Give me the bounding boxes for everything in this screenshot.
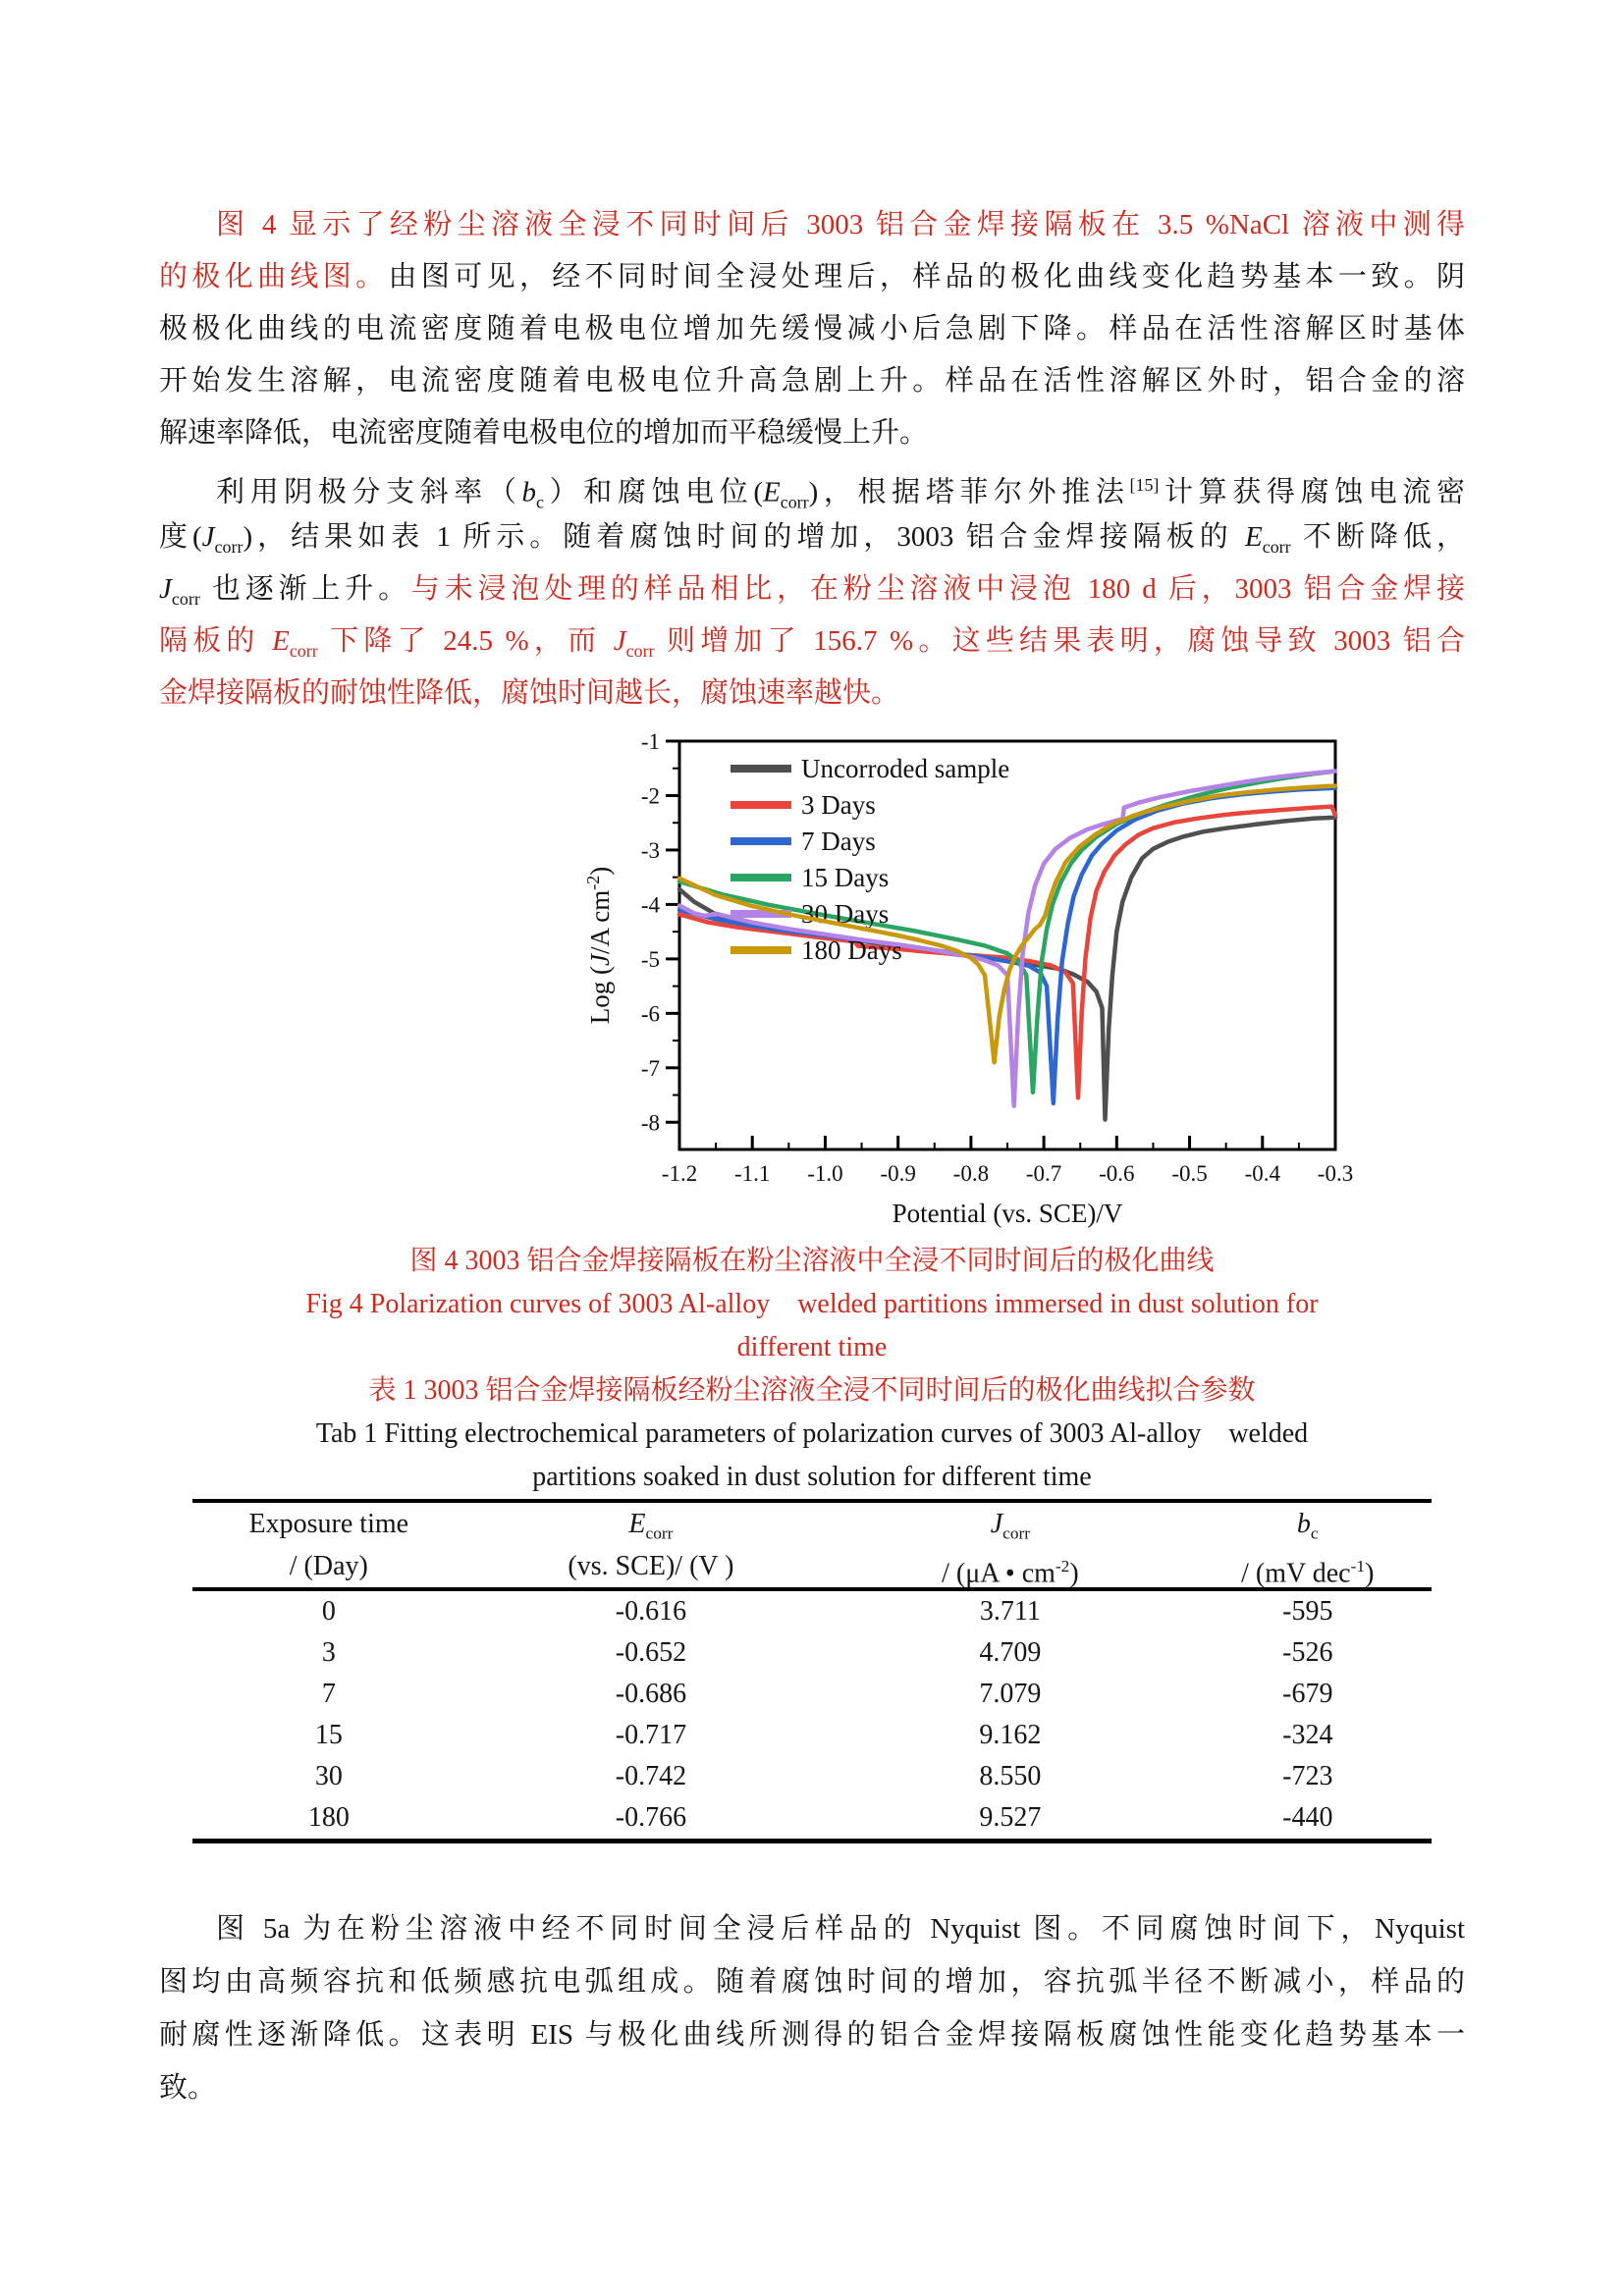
text-segment: (vs. SCE)/ (V ) <box>568 1551 734 1581</box>
text-segment: 计算获得腐蚀电流密 <box>1159 476 1465 508</box>
text-segment: c <box>1310 1523 1319 1543</box>
text-segment: 利用阴极分支斜率（ <box>216 476 522 508</box>
y-tick-label: -5 <box>640 946 660 972</box>
text-segment: 致。 <box>159 2072 217 2104</box>
legend-label: 30 Days <box>801 899 890 929</box>
legend-label: 7 Days <box>801 827 876 856</box>
series-30-days <box>679 772 1335 1106</box>
legend-label: 15 Days <box>801 863 890 892</box>
text-segment: 不断降低， <box>1290 521 1465 553</box>
table-row <box>192 1715 1432 1756</box>
paragraph-line <box>159 355 1465 407</box>
paragraph-line <box>159 615 1465 667</box>
text-segment: 也逐渐上升。 <box>199 573 411 605</box>
table-cell: -0.742 <box>615 1761 687 1791</box>
text-segment: [15] <box>1129 475 1160 495</box>
text-segment: -1 <box>1350 1557 1366 1575</box>
table-cell: 30 <box>314 1761 343 1791</box>
legend-label: Uncorroded sample <box>801 754 1010 783</box>
table-cell: -0.686 <box>615 1679 687 1709</box>
col-header-jcorr <box>837 1501 1183 1589</box>
caption-line <box>159 1413 1465 1456</box>
text-segment: 与未浸泡处理的样品相比，在粉尘溶液中浸泡 180 d 后，3003 铝合金焊接 <box>410 573 1465 605</box>
text-segment: 隔板的 <box>159 625 273 657</box>
table-row <box>192 1589 1432 1632</box>
col-header-exposure-time <box>192 1501 465 1589</box>
text-segment: corr <box>171 588 200 609</box>
paragraph-line <box>159 303 1465 355</box>
y-tick-label: -4 <box>640 892 660 918</box>
x-tick-label: -1.1 <box>734 1161 771 1186</box>
y-tick-label: -3 <box>640 837 660 863</box>
text-segment: J <box>613 625 626 657</box>
text-segment: 耐腐性逐渐降低。这表明 EIS 与极化曲线所测得的铝合金焊接隔板腐蚀性能变化趋势基本一 <box>159 2019 1465 2051</box>
table-header <box>192 1501 1432 1589</box>
table-cell: -595 <box>1282 1596 1333 1627</box>
table-cell: -0.717 <box>615 1720 687 1750</box>
text-segment: 图均由高频容抗和低频感抗电弧组成。随着腐蚀时间的增加，容抗弧半径不断减小，样品的 <box>159 1966 1465 1998</box>
caption-line <box>159 1240 1465 1283</box>
table-body <box>192 1589 1432 1842</box>
text-segment: / (μA • cm <box>942 1558 1056 1589</box>
text-segment: 解速率降低，电流密度随着电极电位的增加而平稳缓慢上升。 <box>159 417 929 449</box>
text-segment: ) <box>1365 1558 1375 1589</box>
text-segment: different time <box>736 1332 888 1362</box>
table-cell: -0.766 <box>615 1802 687 1833</box>
text-segment: -2 <box>1055 1557 1070 1575</box>
y-tick-label: -1 <box>640 729 660 754</box>
table-cell: 9.527 <box>979 1802 1042 1833</box>
table-row <box>192 1632 1432 1674</box>
x-tick-label: -0.5 <box>1171 1161 1208 1186</box>
paragraph-line <box>159 511 1465 563</box>
text-segment: 表 1 3003 铝合金焊接隔板经粉尘溶液全浸不同时间后的极化曲线拟合参数 <box>368 1375 1256 1406</box>
table-cell: 7 <box>321 1679 336 1709</box>
paragraph-line <box>159 251 1465 303</box>
table-cell: -324 <box>1282 1720 1333 1750</box>
text-segment: b <box>521 476 537 508</box>
figure-4 <box>581 725 1367 1238</box>
paragraph-line <box>159 407 1465 459</box>
table-cell: 7.079 <box>979 1679 1042 1709</box>
table-cell: -679 <box>1282 1679 1333 1709</box>
paragraph-line <box>159 1902 1465 1955</box>
col-header-ecorr <box>465 1501 838 1589</box>
table-cell: -526 <box>1282 1637 1333 1668</box>
x-tick-label: -0.6 <box>1099 1161 1135 1186</box>
text-segment: 的极化曲线图。 <box>159 261 389 293</box>
text-segment: Tab 1 Fitting electrochemical parameters of polarization curves of 3003 Al-alloy welded <box>315 1418 1309 1449</box>
x-tick-label: -1.0 <box>807 1161 843 1186</box>
x-tick-label: -1.2 <box>661 1161 698 1186</box>
table-cell: 15 <box>314 1720 343 1750</box>
x-axis-label: Potential (vs. SCE)/V <box>892 1199 1123 1228</box>
y-tick-label: -6 <box>640 1001 660 1027</box>
text-segment: corr <box>289 640 318 661</box>
table-cell: 4.709 <box>979 1637 1042 1668</box>
text-segment: )，根据塔菲尔外推法 <box>808 476 1130 508</box>
table-cell: -440 <box>1282 1802 1333 1833</box>
text-segment: 开始发生溶解，电流密度随着电极电位升高急剧上升。样品在活性溶解区外时，铝合金的溶 <box>159 365 1465 397</box>
table-cell: 9.162 <box>979 1720 1042 1750</box>
text-segment: 图 4 3003 铝合金焊接隔板在粉尘溶液中全浸不同时间后的极化曲线 <box>409 1246 1215 1276</box>
caption-line <box>159 1456 1465 1499</box>
paragraph-line <box>159 667 1465 720</box>
paragraph-line <box>159 199 1465 251</box>
text-segment: 图 5a 为在粉尘溶液中经不同时间全浸后样品的 Nyquist 图。不同腐蚀时间下，Nyquist <box>216 1913 1465 1945</box>
text-segment: partitions soaked in dust solution for different time <box>532 1462 1092 1492</box>
text-segment: 下降了 24.5 %，而 <box>317 625 614 657</box>
series-uncorroded-sample <box>679 818 1335 1120</box>
legend-label: 3 Days <box>801 790 876 820</box>
paragraph-3 <box>159 1902 1465 2114</box>
text-segment: ）和腐蚀电位( <box>544 476 763 508</box>
text-segment: E <box>272 625 290 657</box>
paragraph-line <box>159 459 1465 511</box>
paragraph-1 <box>159 199 1465 459</box>
text-segment: / (Day) <box>289 1551 368 1581</box>
y-tick-label: -2 <box>640 783 660 809</box>
x-tick-label: -0.8 <box>952 1161 990 1186</box>
y-axis-label: Log (J/A $cm^{-2}$) <box>583 866 615 1025</box>
table-cell: -723 <box>1282 1761 1333 1791</box>
paragraph-line <box>159 563 1465 615</box>
text-segment: c <box>536 492 545 511</box>
text-segment: J <box>159 573 172 605</box>
table-cell: -0.652 <box>615 1637 687 1668</box>
caption-line <box>159 1326 1465 1369</box>
polarization-chart <box>581 725 1367 1238</box>
text-segment: J <box>990 1509 1003 1539</box>
fitting-parameters-table <box>192 1499 1432 1843</box>
text-segment: ) <box>1069 1558 1079 1589</box>
page-content <box>0 199 1624 2114</box>
text-segment: 则增加了 156.7 %。这些结果表明，腐蚀导致 3003 铝合 <box>654 625 1465 657</box>
text-segment: 极极化曲线的电流密度随着电极电位增加先缓慢减小后急剧下降。样品在活性溶解区时基体 <box>159 313 1465 345</box>
table-cell: -0.616 <box>615 1596 687 1627</box>
text-segment: corr <box>1002 1523 1031 1543</box>
table-cell: 3 <box>321 1637 336 1668</box>
text-segment: Exposure time <box>248 1509 409 1539</box>
text-segment: 由图可见，经不同时间全浸处理后，样品的极化曲线变化趋势基本一致。阴 <box>388 261 1465 293</box>
text-segment: corr <box>214 536 244 557</box>
paragraph-line <box>159 2061 1465 2114</box>
series-7-days <box>679 788 1335 1103</box>
paragraph-2 <box>159 459 1465 720</box>
text-segment: b <box>1296 1509 1311 1539</box>
text-segment: 图 4 显示了经粉尘溶液全浸不同时间后 3003 铝合金焊接隔板在 3.5 %NaCl 溶液中测得 <box>216 209 1465 240</box>
text-segment: corr <box>780 492 809 511</box>
x-tick-label: -0.9 <box>880 1161 916 1186</box>
text-segment: / (mV dec <box>1241 1558 1351 1589</box>
legend-label: 180 Days <box>801 935 902 965</box>
table-cell: 8.550 <box>979 1761 1042 1791</box>
text-segment: )，结果如表 1 所示。随着腐蚀时间的增加，3003 铝合金焊接隔板的 <box>243 521 1245 553</box>
x-tick-label: -0.3 <box>1317 1161 1354 1186</box>
table-cell: 180 <box>307 1802 350 1833</box>
caption-line <box>159 1369 1465 1413</box>
text-segment: E <box>628 1509 646 1539</box>
text-segment: corr <box>645 1523 674 1543</box>
y-tick-label: -7 <box>640 1055 660 1081</box>
table-cell: 0 <box>321 1596 336 1627</box>
figure-table-captions <box>159 1240 1465 1499</box>
paragraph-line <box>159 1955 1465 2008</box>
table-row <box>192 1797 1432 1842</box>
caption-line <box>159 1283 1465 1326</box>
text-segment: corr <box>1262 536 1291 557</box>
text-segment: J <box>201 521 215 553</box>
table-cell: 3.711 <box>979 1596 1041 1627</box>
text-segment: 度( <box>159 521 202 553</box>
text-segment: 金焊接隔板的耐蚀性降低，腐蚀时间越长，腐蚀速率越快。 <box>159 677 900 709</box>
y-tick-label: -8 <box>640 1110 660 1136</box>
text-segment: Fig 4 Polarization curves of 3003 Al-alloy welded partitions immersed in dust solution for <box>305 1289 1319 1319</box>
paragraph-line <box>159 2008 1465 2061</box>
table-row <box>192 1674 1432 1715</box>
col-header-bc <box>1184 1501 1432 1589</box>
x-tick-label: -0.7 <box>1025 1161 1062 1186</box>
x-tick-label: -0.4 <box>1244 1161 1280 1186</box>
text-segment: corr <box>625 640 655 661</box>
text-segment: E <box>763 476 781 508</box>
table-row <box>192 1756 1432 1797</box>
text-segment: E <box>1245 521 1263 553</box>
